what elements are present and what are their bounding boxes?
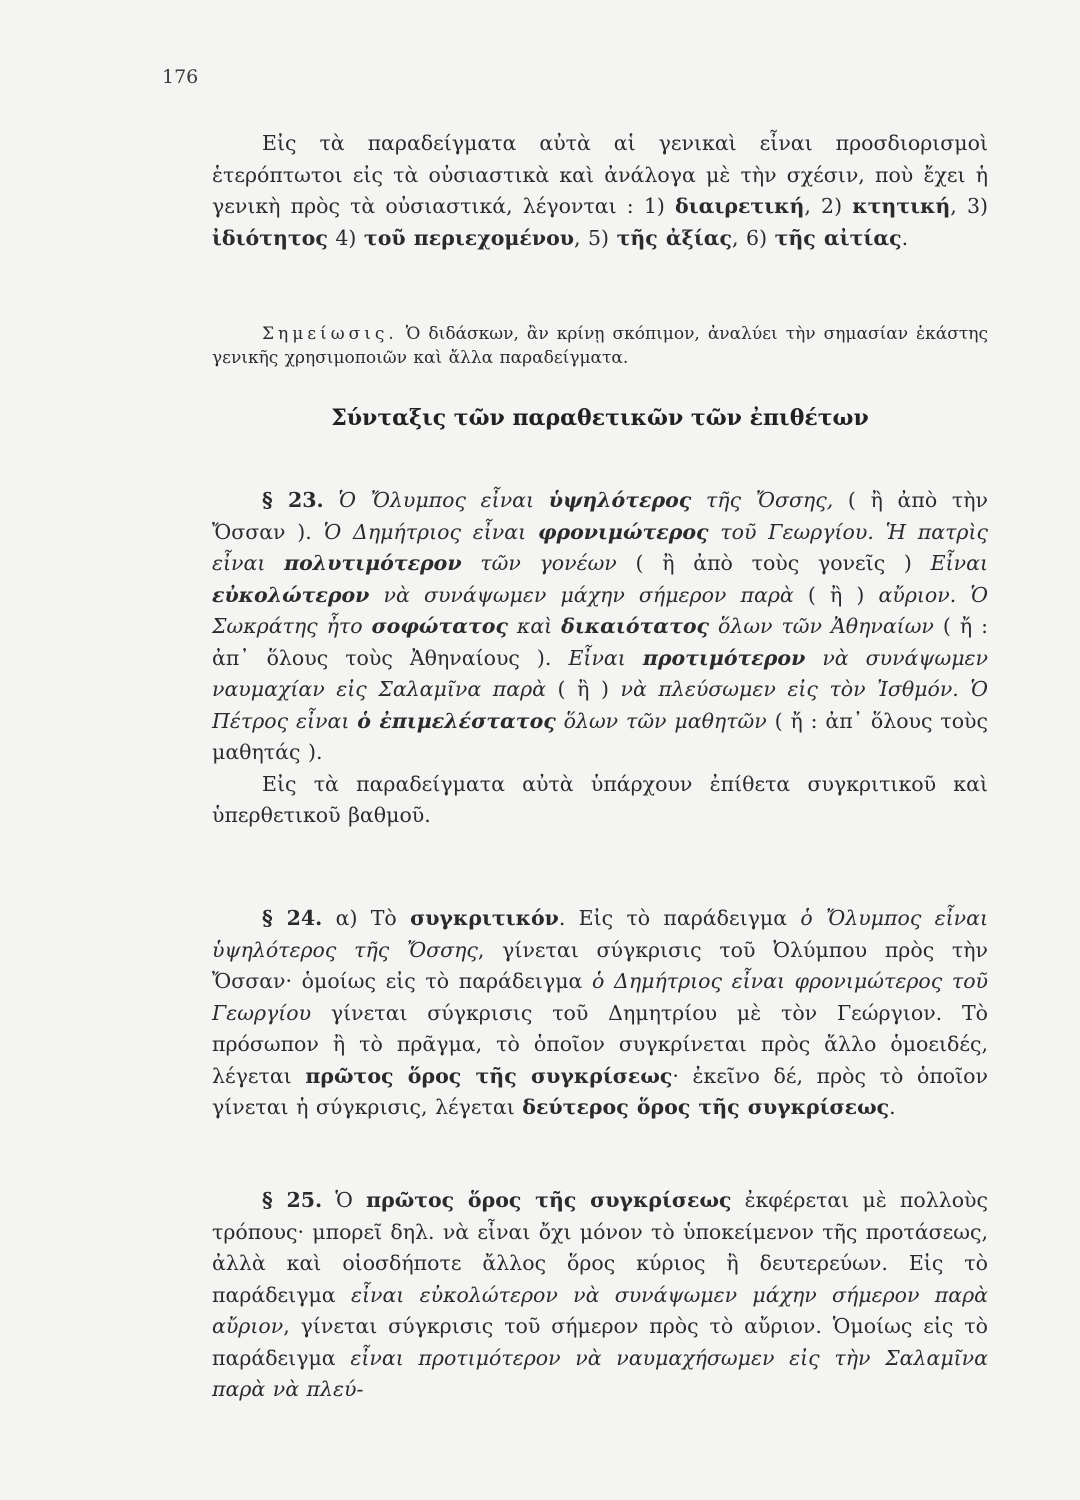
comparative-word: ὑψηλότερος (548, 488, 692, 512)
term-idiotitos: ἰδιότητος (212, 225, 328, 250)
example-text: τῶν γονέων (461, 551, 617, 575)
example-text: νὰ συνάψωμεν ναυμαχίαν εἰς Σαλαμῖνα παρὰ (212, 645, 988, 701)
separator: , 3) (950, 194, 988, 218)
superlative-word: δικαιότατος (561, 614, 710, 638)
alternative-text: ( ἤ : ἀπ᾽ ὅλους τοὺς μαθητάς ). (212, 708, 988, 764)
note-text: Ὁ διδάσκων, ἂν κρίνῃ σκόπιμον, ἀναλύει τὴν σημασίαν ἑκάστης γενικῆς χρησιμοποιῶν καὶ ἄλλα παραδείγματα. (212, 324, 988, 368)
term-aksias: τῆς ἀξίας (616, 225, 732, 250)
alternative-text: ( ἢ ἀπὸ τοὺς γονεῖς ) (616, 551, 931, 575)
section-24 (212, 903, 988, 1124)
separator: 4) (327, 225, 364, 250)
example-text: αὔριον. Ὁ Σωκράτης ἦτο (212, 582, 988, 638)
term-ktitiki: κτητική (852, 194, 951, 218)
term-synkritikon: συγκριτικόν (410, 906, 559, 930)
body-text: · ἐκεῖνο δέ, πρὸς τὸ ὁποῖον γίνεται ἡ σύγκρισις, λέγεται (212, 1063, 988, 1119)
page-number: 176 (162, 66, 199, 88)
example-text: Εἶναι (930, 551, 988, 575)
section-25 (212, 1185, 988, 1406)
alternative-text: ( ἢ ) (793, 582, 879, 607)
example-text: ὁ Δημήτριος εἶναι φρονιμώτερος τοῦ Γεωργίου (212, 969, 988, 1025)
body-text: . Εἰς τὸ παράδειγμα (558, 906, 801, 930)
alternative-text: ( ἤ : ἀπ᾽ ὅλους τοὺς Ἀθηναίους ). (212, 614, 988, 670)
comparative-word: πολυτιμότερον (284, 551, 462, 575)
separator: , 2) (804, 194, 853, 218)
comparative-word: φρονιμώτερος (537, 519, 709, 544)
body-text: α) Τὸ (322, 906, 411, 930)
example-text: ὅλων τῶν μαθητῶν (555, 708, 767, 733)
example-text: ὅλων τῶν Ἀθηναίων (709, 614, 934, 638)
term-first-term: πρῶτος ὅρος τῆς συγκρίσεως (305, 1063, 673, 1088)
section-number: § 25. (262, 1188, 323, 1212)
note-paragraph (212, 322, 988, 370)
alternative-text: ( ἢ ἀπὸ τὴν Ὄσσαν ). (212, 488, 988, 544)
example-text: εἶναι εὐκολώτερον νὰ συνάψωμεν μάχην σήμερον παρὰ αὔριον (212, 1282, 989, 1338)
section-number: § 23. (262, 488, 324, 512)
superlative-word: σοφώτατος (371, 614, 508, 638)
body-text: , γίνεται σύγκρισις τοῦ Ὀλύμπου πρὸς τὴν Ὄσσαν· ὁμοίως εἰς τὸ παράδειγμα (212, 937, 988, 993)
separator: , 6) (732, 225, 775, 250)
example-text: καὶ (507, 614, 562, 638)
separator: . (901, 225, 909, 250)
superlative-word: ὁ ἐπιμελέστατος (357, 708, 556, 733)
comparative-word: εὐκολώτερον (212, 582, 370, 607)
body-text: . (889, 1095, 896, 1119)
intro-text: Εἰς τὰ παραδείγματα αὐτὰ αἱ γενικαὶ εἶναι προσδιορισμοὶ ἑτερόπτωτοι εἰς τὰ οὐσιαστικὰ καὶ ἀνάλογα μὲ τὴν σχέσιν, ποὺ ἔχει ἡ γενικὴ πρὸς τὰ οὐσιαστικά, λέγονται : 1) (212, 131, 988, 218)
term-periexomenou: τοῦ περιεχομένου (363, 225, 574, 250)
alternative-text: ( ἢ ) (545, 677, 621, 701)
example-text: Ὁ Δημήτριος εἶναι (323, 519, 538, 544)
term-first-term: πρῶτος ὅρος τῆς συγκρίσεως (366, 1188, 732, 1212)
intro-paragraph (212, 128, 988, 254)
section-number: § 24. (262, 906, 323, 930)
body-text: γίνεται σύγκρισις τοῦ Δημητρίου μὲ τὸν Γεώργιον. Τὸ πρόσωπον ἢ τὸ πρᾶγμα, τὸ ὁποῖον συγκρίνεται πρὸς ἄλλο ὁμοειδές, λέγεται (212, 1000, 988, 1088)
example-text: νὰ συνάψωμεν μάχην σήμερον παρὰ (369, 582, 794, 607)
example-text: Ὁ Ὄλυμπος εἶναι (323, 488, 549, 512)
example-text: εἶναι προτιμότερον νὰ ναυμαχήσωμεν εἰς τὴν Σαλαμῖνα παρὰ νὰ πλεύ- (212, 1345, 988, 1401)
section-23-summary: Εἰς τὰ παραδείγματα αὐτὰ ὑπάρχουν ἐπίθετα συγκριτικοῦ καὶ ὑπερθετικοῦ βαθμοῦ. (212, 771, 988, 827)
body-text: Ὁ (322, 1188, 367, 1212)
section-heading: Σύνταξις τῶν παραθετικῶν τῶν ἐπιθέτων (331, 405, 869, 431)
example-text: νὰ πλεύσωμεν εἰς τὸν Ἰσθμόν. Ὁ Πέτρος εἶναι (212, 677, 988, 733)
example-text: τῆς Ὄσσης, (691, 488, 834, 512)
separator: , 5) (573, 225, 617, 250)
note-label: Σημείωσις. (262, 324, 398, 344)
body-text: , γίνεται σύγκρισις τοῦ σήμερον πρὸς τὸ αὔριον. Ὁμοίως εἰς τὸ παράδειγμα (212, 1314, 988, 1370)
example-text: Εἶναι (568, 645, 643, 670)
example-text: ὁ Ὄλυμπος εἶναι ὑψηλότερος τῆς Ὄσσης (212, 906, 988, 962)
term-diairetiki: διαιρετική (675, 194, 805, 218)
section-23 (212, 485, 988, 832)
comparative-word: προτιμότερον (642, 645, 806, 670)
term-aitias: τῆς αἰτίας (774, 225, 902, 250)
example-text: τοῦ Γεωργίου. Ἡ πατρὶς εἶναι (212, 519, 988, 575)
term-second-term: δεύτερος ὅρος τῆς συγκρίσεως (522, 1095, 890, 1119)
body-text: ἐκφέρεται μὲ πολλοὺς τρόπους· μπορεῖ δηλ. νὰ εἶναι ὄχι μόνον τὸ ὑποκείμενον τῆς προτάσεως, ἀλλὰ καὶ οἱοσδήποτε ἄλλος ὅρος κύριος ἢ δευτερεύων. Εἰς τὸ παράδειγμα (212, 1188, 988, 1307)
